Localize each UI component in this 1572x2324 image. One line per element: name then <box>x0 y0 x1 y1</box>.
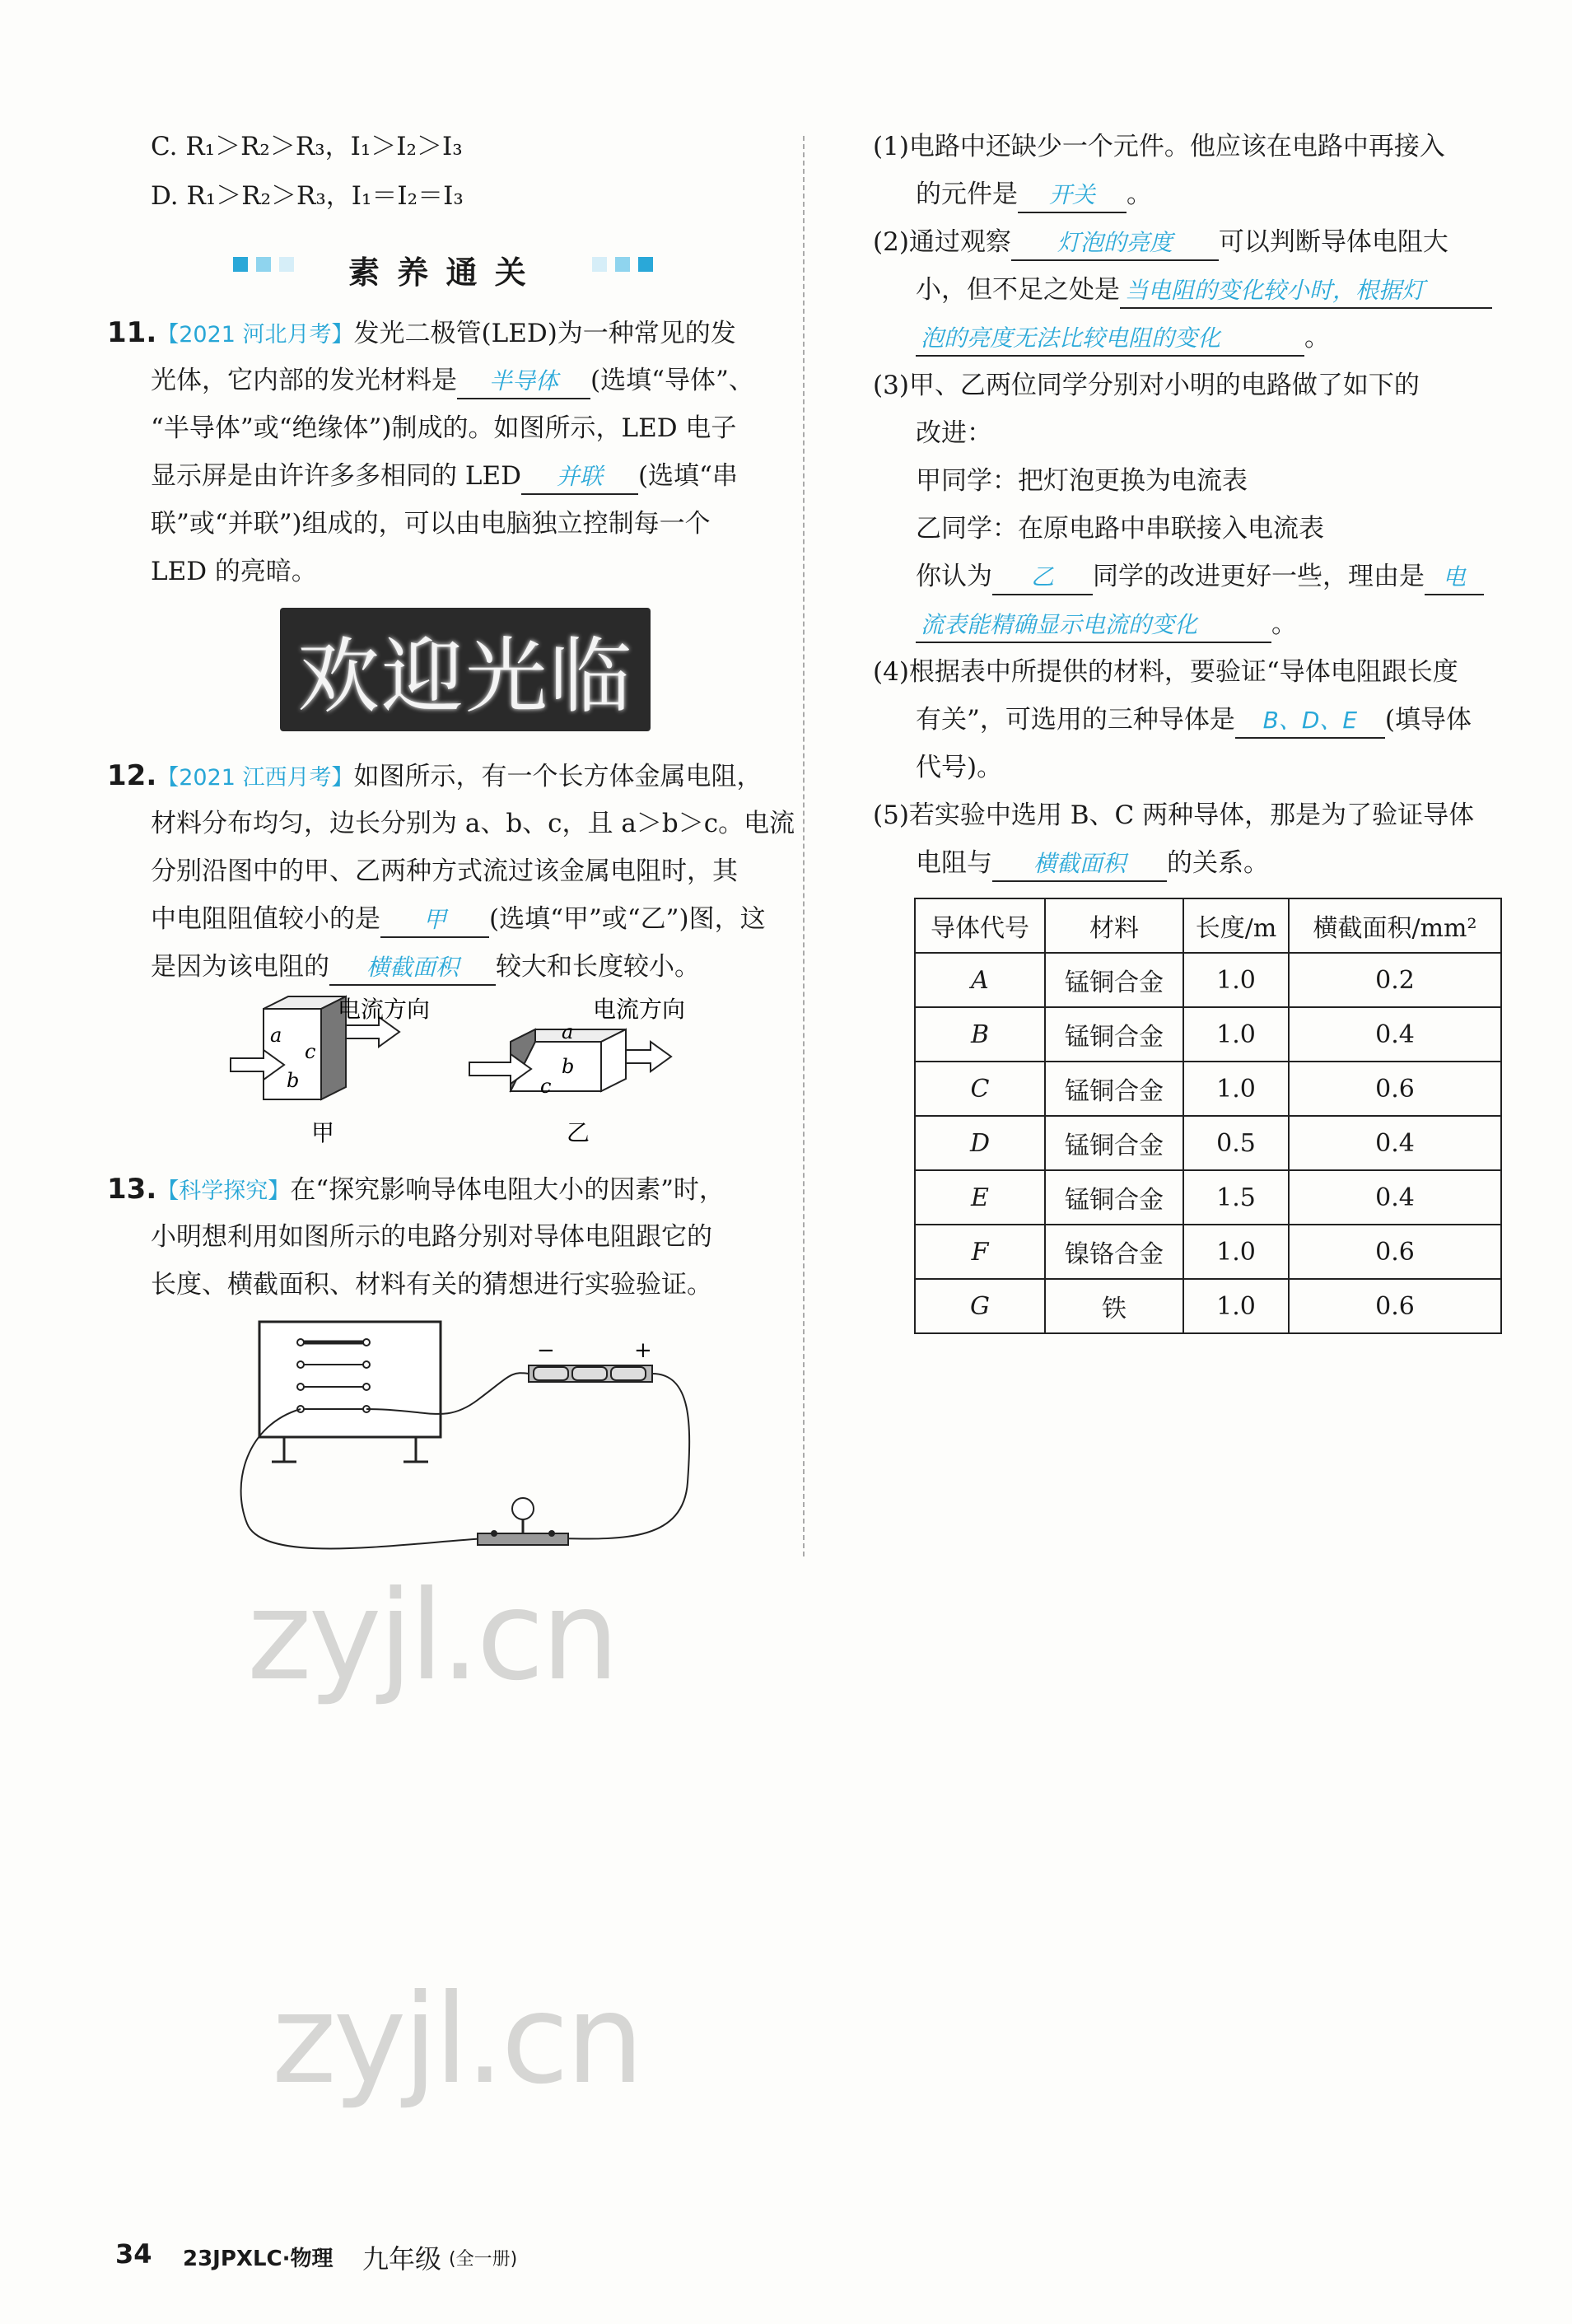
question-number: 12. <box>107 759 157 792</box>
table-cell: 锰铜合金 <box>1045 1170 1183 1225</box>
r-p4a: (4)根据表中所提供的材料，要验证“导体电阻跟长度 <box>873 657 1458 687</box>
table-cell: 1.0 <box>1183 953 1289 1007</box>
label-c: c <box>540 1075 552 1098</box>
table-cell: C <box>915 1062 1045 1116</box>
question-number: 13. <box>107 1173 157 1206</box>
current-direction-label: 电流方向 <box>593 996 686 1023</box>
answer-blank: 流表能精确显示电流的变化 <box>916 609 1271 643</box>
q12-line3: 分别沿图中的甲、乙两种方式流过该金属电阻时，其 <box>151 856 738 886</box>
table-row <box>915 1116 1501 1170</box>
table-cell: 1.0 <box>1183 1279 1289 1333</box>
source-tag: 【科学探究】 <box>156 1178 291 1204</box>
r-p2c: 小，但不足之处是 当电阻的变化较小时，根据灯 <box>916 273 1492 309</box>
table-header: 材料 <box>1045 898 1183 953</box>
q12-line1: 12.【2021 江西月考】如图所示，有一个长方体金属电阻， <box>107 759 763 792</box>
table-row <box>915 1007 1501 1062</box>
table-cell: 锰铜合金 <box>1045 1007 1183 1062</box>
deco-square <box>233 257 248 272</box>
volume-label: (全一册) <box>449 2249 518 2270</box>
watermark: zyjl.cn <box>272 1968 641 2112</box>
table-header-row <box>915 898 1501 953</box>
label-b: b <box>287 1069 300 1092</box>
book-code: 23JPXLC·物理 <box>183 2247 334 2271</box>
section-title: 素 养 通 关 <box>348 254 529 291</box>
answer-blank: 开关 <box>1018 179 1127 213</box>
table-cell: 0.6 <box>1289 1225 1501 1279</box>
r-p3c: 甲同学：把灯泡更换为电流表 <box>916 466 1248 496</box>
question-number: 11. <box>107 316 157 349</box>
table-row <box>915 1170 1501 1225</box>
r-p1b: 的元件是 开关 。 <box>916 178 1152 213</box>
q11-line4: 显示屏是由许许多多相同的 LED 并联 (选填“串 <box>151 460 738 495</box>
battery-minus: − <box>537 1338 555 1363</box>
battery-plus: + <box>634 1338 652 1363</box>
table-row <box>915 1225 1501 1279</box>
figure-label-jia: 甲 <box>311 1119 335 1146</box>
led-text: 欢迎光临 <box>297 628 633 725</box>
page-number: 34 <box>115 2238 152 2270</box>
r-p3a: (3)甲、乙两位同学分别对小明的电路做了如下的 <box>873 371 1420 400</box>
r-p5a: (5)若实验中选用 B、C 两种导体，那是为了验证导体 <box>873 800 1475 830</box>
r-p3d: 乙同学：在原电路中串联接入电流表 <box>916 514 1324 544</box>
table-row <box>915 953 1501 1007</box>
source-tag: 【2021 河北月考】 <box>156 322 354 348</box>
source-tag: 【2021 江西月考】 <box>156 765 354 791</box>
table-cell: 1.0 <box>1183 1007 1289 1062</box>
answer-blank: 电 <box>1425 561 1484 595</box>
table-cell: F <box>915 1225 1045 1279</box>
current-direction-label: 电流方向 <box>338 996 431 1023</box>
r-p5b: 电阻与 横截面积 的关系。 <box>916 847 1269 882</box>
q13-line2: 小明想利用如图所示的电路分别对导体电阻跟它的 <box>151 1222 712 1252</box>
block-yi <box>469 996 685 1146</box>
table-cell: 0.2 <box>1289 953 1501 1007</box>
table-cell: 0.6 <box>1289 1062 1501 1116</box>
table-cell: 0.4 <box>1289 1170 1501 1225</box>
r-p2a: (2)通过观察 灯泡的亮度 可以判断导体电阻大 <box>873 226 1448 261</box>
resistor-figure <box>214 992 741 1149</box>
answer-blank: 横截面积 <box>329 951 496 986</box>
answer-blank: 并联 <box>521 460 638 495</box>
watermark: zyjl.cn <box>247 1565 617 1708</box>
r-p3e: 你认为 乙 同学的改进更好一些，理由是 电 <box>916 560 1484 595</box>
deco-square <box>256 257 271 272</box>
answer-blank: 泡的亮度无法比较电阻的变化 <box>916 322 1304 357</box>
table-cell: B <box>915 1007 1045 1062</box>
label-a: a <box>562 1020 574 1043</box>
table-cell: G <box>915 1279 1045 1333</box>
q11-line3: “半导体”或“绝缘体”)制成的。如图所示，LED 电子 <box>151 413 737 443</box>
circuit-diagram <box>231 1318 708 1565</box>
table-cell: 锰铜合金 <box>1045 1062 1183 1116</box>
deco-square <box>592 257 607 272</box>
table-cell: 0.5 <box>1183 1116 1289 1170</box>
answer-blank: 半导体 <box>457 365 590 399</box>
q11-line2: 光体，它内部的发光材料是 半导体 (选填“导体”、 <box>151 364 754 399</box>
table-cell: E <box>915 1170 1045 1225</box>
grade-label: 九年级 <box>362 2243 442 2275</box>
table-header: 导体代号 <box>915 898 1045 953</box>
table-cell: 铁 <box>1045 1279 1183 1333</box>
column-divider <box>803 136 805 1556</box>
table-row <box>915 1279 1501 1333</box>
q12-line5: 是因为该电阻的 横截面积 较大和长度较小。 <box>151 950 700 986</box>
r-p1a: (1)电路中还缺少一个元件。他应该在电路中再接入 <box>873 132 1445 161</box>
r-p4b: 有关”，可选用的三种导体是 B、D、E (填导体 <box>916 703 1472 739</box>
label-c: c <box>305 1040 316 1063</box>
section-header <box>233 247 653 291</box>
table-cell: 0.4 <box>1289 1116 1501 1170</box>
r-p4d: 代号)。 <box>916 753 1003 782</box>
table-cell: 1.5 <box>1183 1170 1289 1225</box>
q13-line3: 长度、横截面积、材料有关的猜想进行实验验证。 <box>151 1270 712 1300</box>
label-a: a <box>270 1024 282 1047</box>
q13-line1: 13.【科学探究】在“探究影响导体电阻大小的因素”时， <box>107 1173 725 1206</box>
block-jia <box>231 996 430 1146</box>
q11-line5: 联”或“并联”)组成的，可以由电脑独立控制每一个 <box>151 509 711 539</box>
r-p2d: 泡的亮度无法比较电阻的变化 。 <box>916 321 1330 357</box>
table-header: 横截面积/mm² <box>1289 898 1501 953</box>
deco-square <box>638 257 653 272</box>
answer-blank: 乙 <box>992 561 1093 595</box>
table-cell: 镍铬合金 <box>1045 1225 1183 1279</box>
option-c: C. R₁＞R₂＞R₃，I₁＞I₂＞I₃ <box>151 132 463 161</box>
option-d: D. R₁＞R₂＞R₃，I₁＝I₂＝I₃ <box>151 181 464 211</box>
conductor-table <box>914 898 1502 1334</box>
table-cell: 锰铜合金 <box>1045 1116 1183 1170</box>
table-cell: 0.6 <box>1289 1279 1501 1333</box>
q11-line1: 11.【2021 河北月考】发光二极管(LED)为一种常见的发 <box>107 316 736 349</box>
table-cell: A <box>915 953 1045 1007</box>
table-cell: D <box>915 1116 1045 1170</box>
led-display <box>280 608 651 731</box>
answer-blank: 甲 <box>380 903 489 938</box>
r-p3g: 流表能精确显示电流的变化 。 <box>916 608 1297 643</box>
table-header: 长度/m <box>1183 898 1289 953</box>
table-cell: 1.0 <box>1183 1062 1289 1116</box>
table-row <box>915 1062 1501 1116</box>
deco-square <box>279 257 294 272</box>
deco-square <box>615 257 630 272</box>
r-p3b: 改进： <box>916 418 992 448</box>
answer-blank: 横截面积 <box>992 847 1167 882</box>
q11-line6: LED 的亮暗。 <box>151 557 317 586</box>
answer-blank: 当电阻的变化较小时，根据灯 <box>1120 274 1492 309</box>
answer-blank: 灯泡的亮度 <box>1011 226 1219 261</box>
table-cell: 1.0 <box>1183 1225 1289 1279</box>
answer-blank: B、D、E <box>1235 704 1385 739</box>
label-b: b <box>562 1055 575 1078</box>
table-cell: 锰铜合金 <box>1045 953 1183 1007</box>
table-cell: 0.4 <box>1289 1007 1501 1062</box>
figure-label-yi: 乙 <box>567 1119 590 1146</box>
q12-line2: 材料分布均匀，边长分别为 a、b、c，且 a＞b＞c。电流 <box>151 809 795 838</box>
q12-line4: 中电阻阻值较小的是 甲 (选填“甲”或“乙”)图，这 <box>151 903 766 938</box>
